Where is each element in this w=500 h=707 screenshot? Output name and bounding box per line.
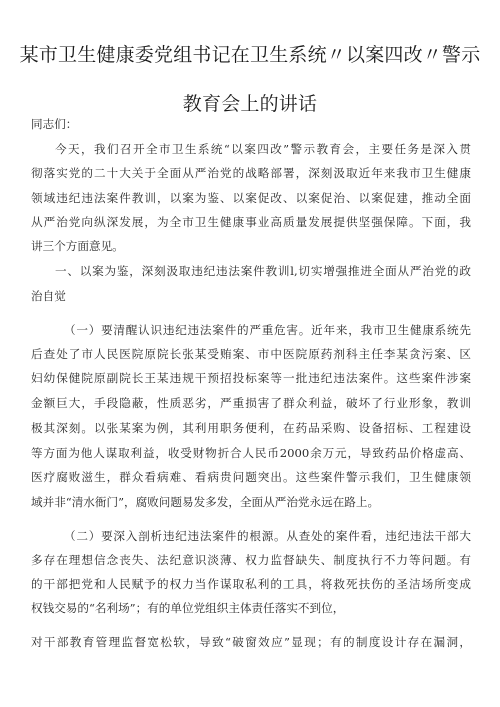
paragraph-line: 极其深刻。以张某案为例，其利用职务便利，在药品采购、设备招标、工程建设 bbox=[31, 421, 471, 435]
document-title-line-2: 教育会上的讲话 bbox=[182, 93, 318, 115]
paragraph-line: 域并非“清水衙门”，腐败问题易发多发，全面从严治党永远在路上。 bbox=[31, 495, 380, 509]
paragraph-line: 彻落实党的二十大关于全面从严治党的战略部署，深刻汲取近年来我市卫生健康 bbox=[31, 166, 471, 180]
paragraph-line: （一）要清醒认识违纪违法案件的严重危害。近年来，我市卫生健康系统先 bbox=[64, 323, 471, 337]
paragraph-line: 医疗腐败滋生，群众看病难、看病贵问题突出。这些案件警示我们，卫生健康领 bbox=[31, 470, 471, 484]
paragraph-line: （二）要深入剖析违纪违法案件的根源。从查处的案件看，违纪违法干部大 bbox=[64, 529, 471, 543]
paragraph-line: 妇幼保健院原副院长王某违规干预招投标案等一批违纪违法案件。这些案件涉案 bbox=[31, 371, 471, 385]
paragraph-line: 从严治党向纵深发展，为全市卫生健康事业高质量发展提供坚强保障。下面，我 bbox=[31, 215, 471, 229]
document-title-line-1: 某市卫生健康委党组书记在卫生系统〃以案四改〃警示 bbox=[19, 44, 481, 66]
paragraph-line: 领域违纪违法案件教训，以案为鉴、以案促改、以案促治、以案促建，推动全面 bbox=[31, 191, 471, 205]
paragraph-line: 多存在理想信念丧失、法纪意识淡薄、权力监督缺失、制度执行不力等问题。有 bbox=[31, 553, 471, 567]
section-heading-line: 一、以案为鉴，深刻汲取违纪违法案件教训l,切实增强推进全面从严治党的政 bbox=[55, 264, 471, 278]
paragraph-line: 今天，我们召开全市卫生系统“以案四改”警示教育会，主要任务是深入贯 bbox=[55, 142, 471, 156]
section-heading-line: 治自觉 bbox=[31, 289, 66, 303]
paragraph-line: 对干部教育管理监督宽松软，导致“破窗效应”显现；有的制度设计存在漏洞， bbox=[31, 635, 471, 649]
paragraph-line: 权钱交易的“名利场”；有的单位党组织主体责任落实不到位， bbox=[31, 601, 345, 615]
paragraph-line: 后查处了市人民医院原院长张某受贿案、市中医院原药剂科主任李某贪污案、区 bbox=[31, 347, 471, 361]
paragraph-line: 的干部把党和人民赋予的权力当作谋取私利的工具，将救死扶伤的圣洁场所变成 bbox=[31, 577, 471, 591]
paragraph-line: 等方面为他人谋取利益，收受财物折合人民币2000余万元，导致药品价格虚高、 bbox=[31, 446, 471, 460]
paragraph-line: 金额巨大，手段隐蔽，性质恶劣，严重损害了群众利益，破坏了行业形象，教训 bbox=[31, 396, 471, 410]
paragraph-line: 讲三个方面意见。 bbox=[31, 239, 124, 253]
salutation: 同志们： bbox=[31, 117, 78, 131]
